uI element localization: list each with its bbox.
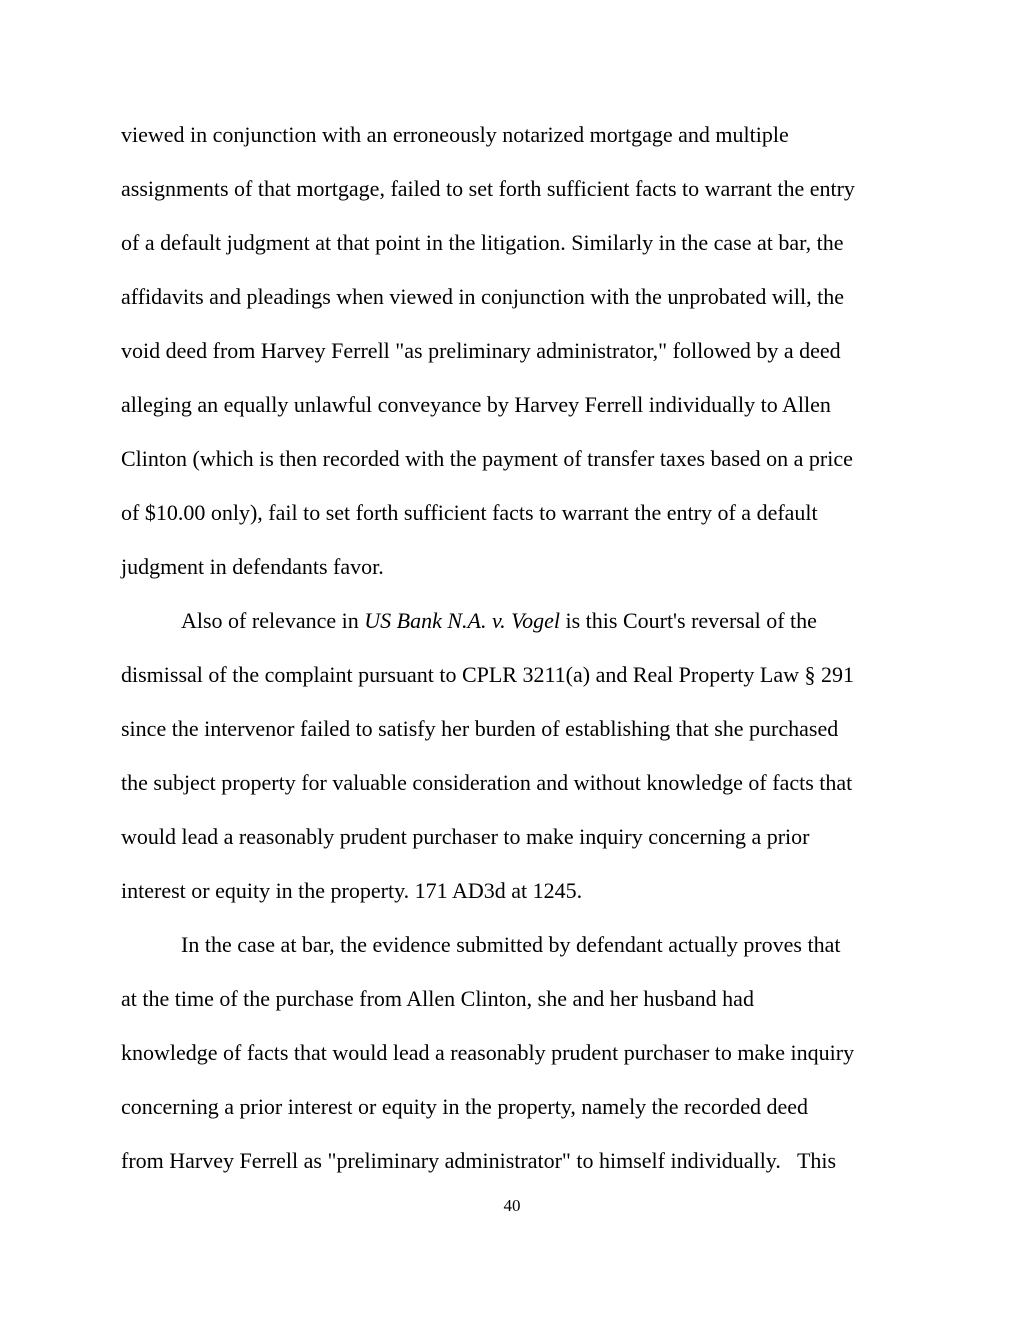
text-line: knowledge of facts that would lead a reasonably prudent purchaser to make inquiry (121, 1040, 855, 1065)
text-line: affidavits and pleadings when viewed in conjunction with the unprobated will, the (121, 284, 844, 309)
text-line: dismissal of the complaint pursuant to CPLR 3211(a) and Real Property Law § 291 (121, 662, 855, 687)
text-line: viewed in conjunction with an erroneously notarized mortgage and multiple (121, 122, 789, 147)
text-line: of $10.00 only), fail to set forth sufficient facts to warrant the entry of a default (121, 500, 818, 525)
text-segment: Also of relevance in (181, 608, 365, 633)
text-line: at the time of the purchase from Allen Clinton, she and her husband had (121, 986, 754, 1011)
case-citation: US Bank N.A. v. Vogel (364, 608, 560, 633)
text-line: from Harvey Ferrell as "preliminary administrator" to himself individually. This (121, 1148, 837, 1173)
paragraph-start-line (181, 608, 817, 634)
text-line: would lead a reasonably prudent purchaser to make inquiry concerning a prior (121, 824, 810, 849)
text-line: Clinton (which is then recorded with the payment of transfer taxes based on a price (121, 446, 853, 471)
text-line: of a default judgment at that point in the litigation. Similarly in the case at bar, the (121, 230, 844, 255)
text-line: the subject property for valuable consideration and without knowledge of facts that (121, 770, 853, 795)
text-line: void deed from Harvey Ferrell "as preliminary administrator," followed by a deed (121, 338, 841, 363)
text-segment: is this Court's reversal of the (559, 608, 817, 633)
text-line: since the intervenor failed to satisfy her burden of establishing that she purchased (121, 716, 839, 741)
text-line: judgment in defendants favor. (121, 554, 384, 579)
text-line: concerning a prior interest or equity in the property, namely the recorded deed (121, 1094, 809, 1119)
paragraph-start-line: In the case at bar, the evidence submitted by defendant actually proves that (181, 932, 841, 957)
text-line: assignments of that mortgage, failed to set forth sufficient facts to warrant the entry (121, 176, 855, 201)
page-number: 40 (503, 1196, 521, 1215)
text-line: alleging an equally unlawful conveyance by Harvey Ferrell individually to Allen (121, 392, 831, 417)
text-line: interest or equity in the property. 171 AD3d at 1245. (121, 878, 583, 903)
